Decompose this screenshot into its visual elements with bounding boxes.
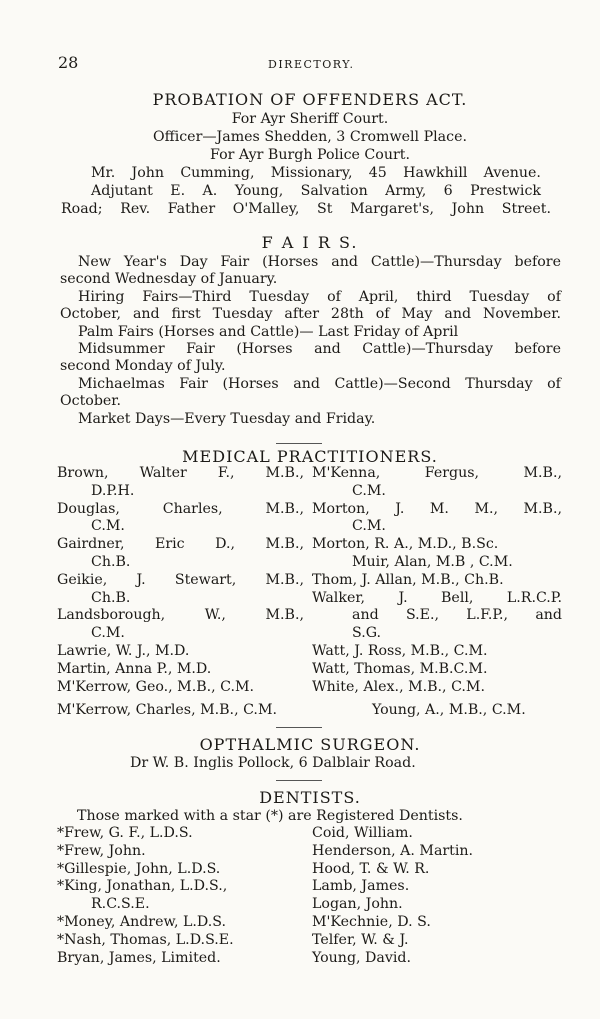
dentist-left-entry: *Money, Andrew, L.D.S. <box>57 913 226 930</box>
dentist-left-entry: *Nash, Thomas, L.D.S.E. <box>57 931 234 948</box>
word: Eric <box>154 536 185 553</box>
word: Salvation <box>300 183 368 199</box>
medical-left-entry: Ch.B. <box>91 553 131 570</box>
dentist-right-entry: Coid, William. <box>312 825 413 841</box>
dentist-left-entry: R.C.S.E. <box>91 896 150 913</box>
medical-left-entry <box>57 501 304 519</box>
word: Avenue. <box>483 165 541 181</box>
dentist-right-entry: Henderson, A. Martin. <box>312 842 474 859</box>
word: (Horses <box>236 341 293 357</box>
word: of <box>547 375 561 392</box>
medical-left-entry: C.M. <box>91 518 125 535</box>
word: Charles, <box>162 500 223 517</box>
word: M'Kenna, <box>312 465 381 481</box>
medical-left-entry <box>57 607 304 625</box>
word: 28th <box>330 306 364 323</box>
ayr-sheriff-court: For Ayr Sheriff Court. <box>231 111 389 127</box>
word: April, <box>358 288 399 305</box>
fair-line <box>78 253 561 271</box>
section-divider <box>276 780 322 781</box>
word: Midsummer <box>78 341 165 357</box>
word: November. <box>482 306 561 323</box>
word: L.F.P., <box>466 607 509 624</box>
dentist-right-entry: Telfer, W. & J. <box>312 931 409 948</box>
medical-right-entry <box>312 465 562 483</box>
dentist-right-entry: Young, David. <box>312 949 412 966</box>
word: before <box>514 254 561 270</box>
word: Adjutant <box>91 183 153 199</box>
dentist-left-entry: Bryan, James, Limited. <box>57 949 221 966</box>
word: Margaret's, <box>350 201 434 217</box>
word: J. <box>398 589 408 606</box>
word: Rev. <box>120 201 151 217</box>
word: and <box>314 341 341 357</box>
medical-right-entry: Watt, Thomas, M.B.C.M. <box>312 660 488 677</box>
word: Landsborough, <box>57 607 166 624</box>
dentists-right-column <box>312 825 562 967</box>
medical-title: MEDICAL PRACTITIONERS. <box>182 447 438 466</box>
word: Missionary, <box>270 165 353 181</box>
word: and <box>444 306 472 323</box>
opthalmic-title: OPTHALMIC SURGEON. <box>199 735 421 754</box>
medical-left-entry: M'Kerrow, Geo., M.B., C.M. <box>57 678 255 695</box>
medical-right-entry: C.M. <box>352 518 386 535</box>
dentist-right-entry: Hood, T. & W. R. <box>312 860 430 877</box>
word: John <box>451 201 485 217</box>
word: 6 <box>443 183 453 199</box>
word: Bell, <box>441 589 474 606</box>
fairs-title: F A I R S. <box>261 233 359 252</box>
word: Father <box>167 201 216 217</box>
word: Stewart, <box>174 571 237 588</box>
word: Street. <box>501 201 551 217</box>
word: and <box>293 375 320 392</box>
word: W., <box>204 607 226 624</box>
word: third <box>416 288 452 305</box>
word: E. <box>170 183 186 199</box>
word: New <box>78 254 111 270</box>
medical-right-entry <box>312 590 562 608</box>
medical-left-entry: Martin, Anna P., M.D. <box>57 660 212 677</box>
word: Hawkhill <box>403 165 468 181</box>
dentist-right-entry: Logan, John. <box>312 896 403 913</box>
word: O'Malley, <box>232 201 300 217</box>
word: M., <box>474 500 498 517</box>
medical-right-entry: S.G. <box>352 625 382 642</box>
word: M.B., <box>265 571 304 588</box>
word: J. <box>136 571 146 588</box>
word: Tuesday <box>469 288 530 305</box>
word: Road; <box>61 201 103 217</box>
medical-right-entry: Watt, J. Ross, M.B., C.M. <box>312 642 488 659</box>
probation-burgh-line <box>91 182 541 200</box>
word: St <box>317 201 333 217</box>
medical-right-entry: Thom, J. Allan, M.B., Ch.B. <box>312 571 504 588</box>
dentist-left-entry: *Gillespie, John, L.D.S. <box>57 860 221 877</box>
dentist-right-entry: Lamb, James. <box>312 878 410 895</box>
word: of <box>375 306 390 323</box>
fair-line <box>78 340 561 358</box>
medical-entry-mkerrow-charles: M'Kerrow, Charles, M.B., C.M. <box>57 702 277 718</box>
fair-line: Market Days—Every Tuesday and Friday. <box>78 410 376 427</box>
word: M.B., <box>265 536 304 553</box>
word: M.B., <box>523 465 562 481</box>
word: Army, <box>385 183 427 199</box>
probation-title: PROBATION OF OFFENDERS ACT. <box>152 90 468 109</box>
word: after <box>284 306 320 323</box>
fair-line: second Monday of July. <box>60 358 226 375</box>
word: first <box>171 306 201 323</box>
word: John <box>131 165 165 181</box>
running-head: DIRECTORY. <box>268 58 355 71</box>
fair-line: second Wednesday of January. <box>60 271 278 288</box>
medical-left-column <box>57 465 304 696</box>
word: Michaelmas <box>78 375 165 392</box>
medical-left-entry: C.M. <box>91 625 125 642</box>
medical-right-column <box>312 465 562 696</box>
fair-line: Palm Fairs (Horses and Cattle)— Last Friday of April <box>78 323 459 340</box>
medical-right-entry <box>312 607 562 625</box>
probation-burgh-line <box>61 200 551 218</box>
word: S.E., <box>405 607 440 624</box>
medical-right-entry: Muir, Alan, M.B , C.M. <box>352 553 513 570</box>
word: of <box>547 288 561 305</box>
word: Fair <box>179 375 208 392</box>
medical-left-entry: Ch.B. <box>91 589 131 606</box>
word: Thursday <box>465 375 533 392</box>
word: Walter <box>139 465 187 481</box>
word: Gairdner, <box>57 536 125 553</box>
word: Geikie, <box>57 571 108 588</box>
word: Cattle)—Second <box>334 375 451 392</box>
word: Fair <box>220 254 250 270</box>
section-divider <box>276 727 322 728</box>
fair-line <box>78 288 561 306</box>
word: Fergus, <box>424 465 480 481</box>
word: Morton, <box>312 500 370 517</box>
dentist-right-entry: M'Kechnie, D. S. <box>312 913 431 930</box>
medical-entry-young: Young, A., M.B., C.M. <box>372 702 526 718</box>
word: M.B., <box>523 500 562 517</box>
word: Year's <box>123 254 167 270</box>
word: M. <box>429 500 449 517</box>
word: and <box>132 306 160 323</box>
medical-left-entry: D.P.H. <box>91 482 135 499</box>
fair-line <box>78 375 561 393</box>
word: Mr. <box>91 165 116 181</box>
word: D., <box>215 536 235 553</box>
probation-burgh-line <box>91 164 541 182</box>
section-divider <box>276 443 322 444</box>
word: Fair <box>186 341 215 357</box>
word: (Horses <box>262 254 319 270</box>
word: A. <box>202 183 218 199</box>
word: M.B., <box>265 465 304 481</box>
fair-line: October. <box>60 393 122 410</box>
probation-officer: Officer—James Shedden, 3 Cromwell Place. <box>152 129 467 145</box>
word: (Horses <box>222 375 279 392</box>
word: of <box>327 288 341 305</box>
word: M.B., <box>265 500 304 517</box>
dentists-left-column <box>57 825 307 967</box>
medical-left-entry: Lawrie, W. J., M.D. <box>57 642 190 659</box>
word: Young, <box>234 183 284 199</box>
word: 45 <box>368 165 387 181</box>
word: before <box>514 341 561 357</box>
medical-left-entry <box>57 536 304 554</box>
word: M.B., <box>265 607 304 624</box>
word: J. <box>395 500 405 517</box>
word: Douglas, <box>57 500 120 517</box>
word: and <box>535 607 562 624</box>
medical-right-entry: C.M. <box>352 482 386 499</box>
word: Fairs—Third <box>142 288 232 305</box>
dentists-note: Those marked with a star (*) are Registered Dentists. <box>77 808 463 824</box>
word: F., <box>217 465 235 481</box>
word: Prestwick <box>470 183 541 199</box>
medical-left-entry <box>57 465 304 483</box>
word: Hiring <box>78 288 125 305</box>
medical-right-entry: White, Alex., M.B., C.M. <box>312 678 485 695</box>
medical-right-entry <box>312 501 562 519</box>
word: October, <box>60 306 122 323</box>
word: Tuesday <box>212 306 273 323</box>
ayr-burgh-court: For Ayr Burgh Police Court. <box>210 147 410 163</box>
word: May <box>401 306 433 323</box>
word: Brown, <box>57 465 109 481</box>
dentist-left-entry: *Frew, John. <box>57 842 146 859</box>
fair-line <box>60 305 561 323</box>
word: Cattle)—Thursday <box>370 254 502 270</box>
medical-right-entry: Morton, R. A., M.D., B.Sc. <box>312 536 499 553</box>
page-number: 28 <box>58 53 79 72</box>
opthalmic-entry: Dr W. B. Inglis Pollock, 6 Dalblair Road. <box>130 755 416 771</box>
dentist-left-entry: *King, Jonathan, L.D.S., <box>57 878 228 895</box>
word: Walker, <box>312 589 366 606</box>
word: Cumming, <box>180 165 255 181</box>
word: Day <box>179 254 208 270</box>
word: Tuesday <box>249 288 310 305</box>
word: and <box>331 254 358 270</box>
word: and <box>352 607 379 624</box>
dentist-left-entry: *Frew, G. F., L.D.S. <box>57 825 193 841</box>
word: Cattle)—Thursday <box>362 341 494 357</box>
dentists-title: DENTISTS. <box>259 788 361 807</box>
medical-left-entry <box>57 572 304 590</box>
word: L.R.C.P. <box>506 589 562 606</box>
